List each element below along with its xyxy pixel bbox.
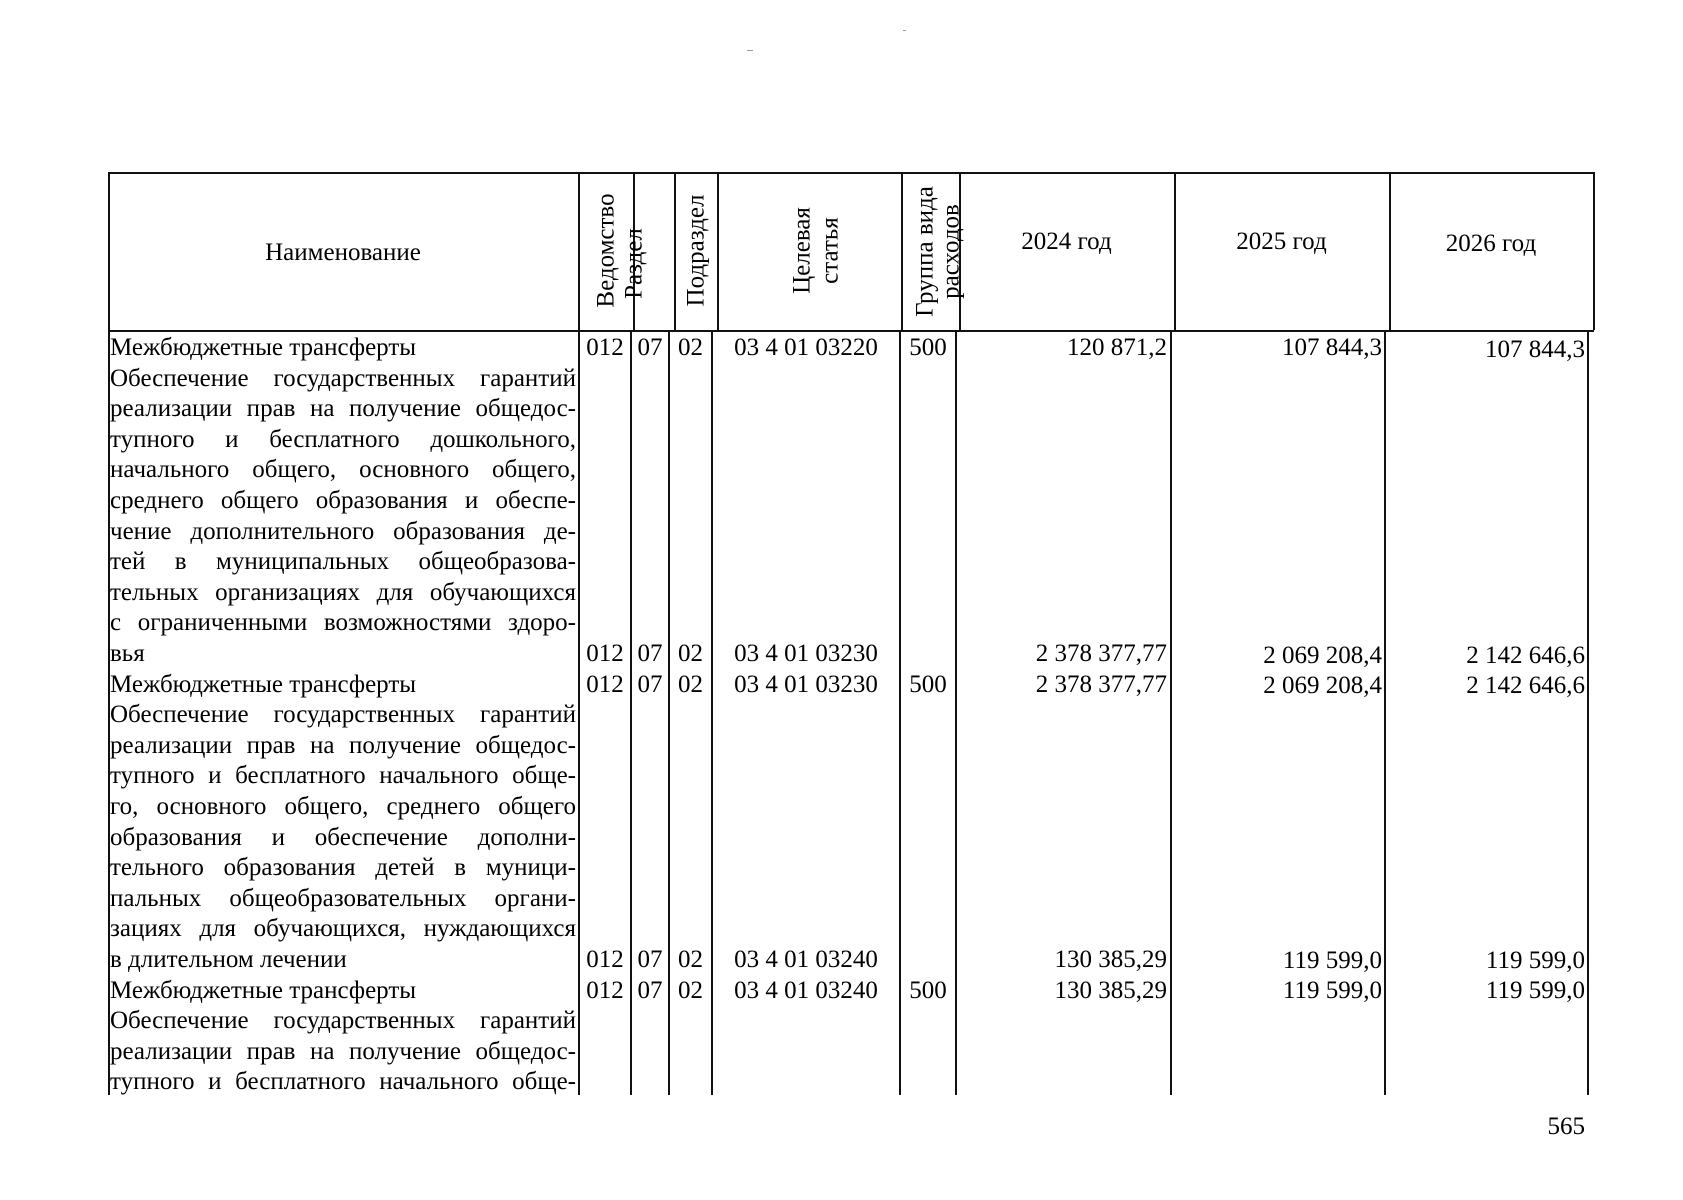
cell-2025: 119 599,0 — [1282, 947, 1382, 974]
name-line: в длительном лечении — [110, 946, 347, 973]
name-line: с ограниченными возможностями здоро- — [110, 609, 576, 637]
cell-dept: 012 — [586, 976, 624, 1004]
cell-subsection: 02 — [678, 640, 703, 667]
header-bottom-border — [108, 330, 1594, 332]
cell-target: 03 4 01 03230 — [734, 670, 878, 698]
name-line: Межбюджетные трансферты — [110, 334, 417, 361]
name-line: образования и обеспечение дополни- — [110, 823, 576, 851]
cell-target: 03 4 01 03220 — [734, 334, 878, 361]
header-section: Раздел — [620, 228, 648, 299]
scan-speck — [903, 30, 906, 31]
name-line: пальных общеобразовательных органи- — [110, 884, 576, 912]
name-line: среднего общего образования и обеспе- — [110, 487, 576, 514]
header-subsection: Подраздел — [682, 194, 710, 307]
header-2024: 2024 год — [1021, 228, 1112, 255]
cell-target: 03 4 01 03240 — [734, 946, 878, 973]
header-2026: 2026 год — [1445, 230, 1537, 257]
name-line: Обеспечение государственных гарантий — [110, 364, 576, 392]
name-line: вья — [110, 640, 145, 667]
table-top-border — [108, 172, 1594, 174]
cell-subsection: 02 — [678, 670, 703, 698]
name-line: Межбюджетные трансферты — [110, 976, 417, 1004]
cell-2025: 119 599,0 — [1282, 977, 1382, 1004]
name-line: го, основного общего, среднего общего — [110, 793, 576, 820]
column-border — [717, 172, 719, 330]
name-line: начального общего, основного общего, — [110, 456, 576, 484]
name-line: Межбюджетные трансферты — [110, 670, 417, 698]
page-number: 565 — [1547, 1113, 1585, 1140]
header-group-line2: расходов — [937, 204, 965, 299]
name-line: тупного и бесплатного начального обще- — [110, 762, 576, 790]
name-line: тельного образования детей в муници- — [110, 854, 576, 882]
column-border — [578, 172, 580, 330]
cell-group: 500 — [909, 670, 947, 698]
cell-dept: 012 — [586, 640, 624, 667]
cell-2026: 2 142 646,6 — [1466, 642, 1585, 669]
cell-2026: 119 599,0 — [1485, 947, 1585, 974]
cell-subsection: 02 — [678, 976, 703, 1004]
name-line: тупного и бесплатного начального обще- — [110, 1068, 576, 1096]
cell-dept: 012 — [586, 670, 624, 698]
header-target-line2: статья — [816, 217, 844, 284]
name-line: Обеспечение государственных гарантий — [110, 1007, 576, 1035]
cell-2024: 120 871,2 — [1067, 334, 1167, 361]
name-line: тей в муниципальных общеобразова- — [110, 548, 576, 576]
cell-section: 07 — [637, 640, 663, 667]
column-border — [1593, 172, 1595, 330]
cell-2024: 130 385,29 — [1054, 946, 1167, 973]
cell-2024: 2 378 377,77 — [1035, 640, 1167, 667]
cell-2025: 2 069 208,4 — [1263, 672, 1382, 699]
name-line: реализации прав на получение общедос- — [110, 395, 576, 423]
name-line: реализации прав на получение общедос- — [110, 731, 576, 759]
cell-dept: 012 — [586, 334, 624, 361]
column-border — [901, 172, 903, 330]
cell-subsection: 02 — [678, 334, 703, 361]
cell-2026: 2 142 646,6 — [1466, 672, 1585, 699]
name-line: реализации прав на получение общедос- — [110, 1037, 576, 1065]
scan-speck — [747, 50, 753, 51]
header-target-line1: Целевая — [788, 207, 816, 294]
name-line: зациях для обучающихся, нуждающихся — [110, 915, 576, 943]
header-group-line1: Группа вида — [911, 186, 939, 317]
column-border — [674, 172, 676, 330]
cell-target: 03 4 01 03240 — [734, 976, 878, 1004]
cell-2026: 119 599,0 — [1485, 977, 1585, 1004]
cell-dept: 012 — [586, 946, 624, 973]
cell-group: 500 — [909, 334, 947, 361]
cell-2024: 2 378 377,77 — [1035, 670, 1167, 698]
cell-group: 500 — [909, 976, 947, 1004]
cell-subsection: 02 — [678, 946, 703, 973]
header-dept: Ведомство — [592, 193, 620, 308]
cell-section: 07 — [637, 946, 663, 973]
cell-section: 07 — [637, 670, 663, 698]
column-border — [1587, 330, 1589, 1095]
cell-section: 07 — [637, 334, 663, 361]
cell-2026: 107 844,3 — [1485, 336, 1585, 363]
cell-section: 07 — [637, 976, 663, 1004]
cell-2025: 107 844,3 — [1282, 334, 1382, 361]
cell-2025: 2 069 208,4 — [1263, 642, 1382, 669]
name-line: тельных организациях для обучающихся — [110, 578, 576, 606]
cell-target: 03 4 01 03230 — [734, 640, 878, 667]
name-line: чение дополнительного образования де- — [110, 517, 576, 545]
name-line: Обеспечение государственных гарантий — [110, 701, 576, 729]
name-line: тупного и бесплатного дошкольного, — [110, 425, 576, 453]
cell-2024: 130 385,29 — [1054, 976, 1167, 1004]
header-name: Наименование — [265, 239, 421, 266]
header-2025: 2025 год — [1236, 228, 1327, 255]
